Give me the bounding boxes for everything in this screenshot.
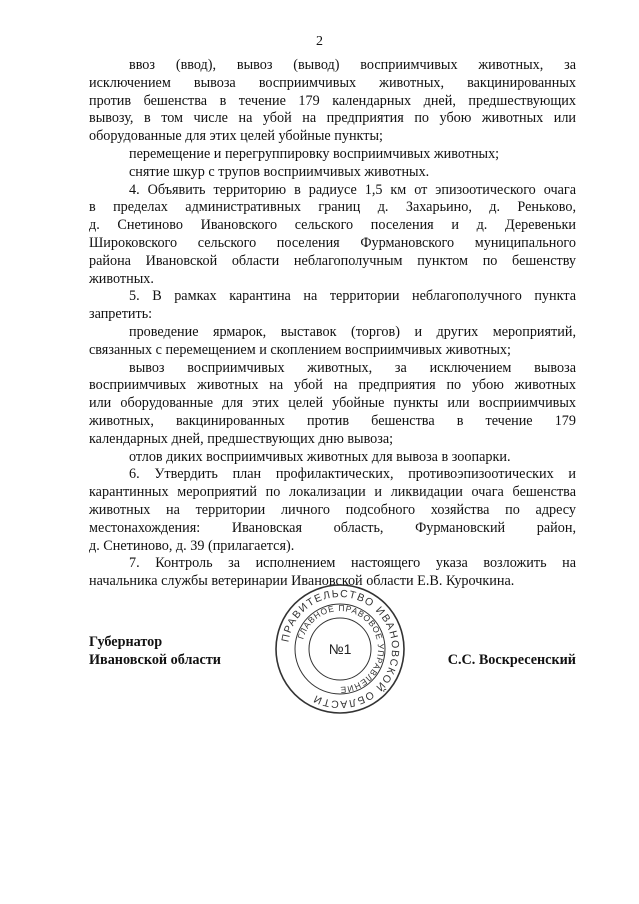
signature-name: С.С. Воскресенский [447, 652, 576, 668]
text-line: календарных дней, предшествующих дню вывоза; [89, 430, 394, 447]
text-line: 4. Объявить территорию в радиусе 1,5 км от эпизоотического очага [129, 181, 576, 198]
seal-outer-text: ПРАВИТЕЛЬСТВО ИВАНОВСКОЙ ОБЛАСТИ [279, 587, 402, 711]
text-line: животных. [89, 270, 154, 287]
text-line: снятие шкур с трупов восприимчивых животных. [129, 163, 430, 180]
text-line: вывозу, в том числе на убой на предприятия по убою животных или [89, 110, 576, 127]
text-line: ввоз (ввод), вывоз (вывод) восприимчивых животных, за [129, 57, 576, 73]
seal-inner-text: ГЛАВНОЕ ПРАВОВОЕ УПРАВЛЕНИЕ [295, 602, 387, 696]
text-line: района Ивановской области неблагополучным пунктом по бешенству [89, 252, 576, 269]
text-line: или оборудованные для этих целей убойные пункты или восприимчивых [89, 395, 576, 412]
text-line: 5. В рамках карантина на территории неблагополучного пункта [129, 288, 576, 305]
text-line: запретить: [89, 306, 153, 323]
text-line: проведение ярмарок, выставок (торгов) и других мероприятий, [129, 323, 576, 340]
text-line: местонахождения: Ивановская область, Фурмановский район, [89, 519, 576, 536]
text-line: карантинных мероприятий по локализации и ликвидации очага бешенства [89, 484, 576, 501]
text-line: 6. Утвердить план профилактических, противоэпизоотических и [129, 466, 576, 483]
text-line: в пределах административных границ д. Захарьино, д. Реньково, [89, 199, 576, 216]
text-line: оборудованные для этих целей убойные пункты; [89, 128, 383, 145]
text-line: Широковского сельского поселения Фурмановского муниципального [89, 234, 576, 251]
text-line: вывоз восприимчивых животных, за исключением вывоза [129, 359, 576, 376]
signature-title-line2: Ивановской области [89, 652, 221, 668]
text-line: перемещение и перегруппировку восприимчивых животных; [129, 145, 500, 162]
official-seal [273, 582, 407, 716]
text-line: начальника службы ветеринарии Ивановской области Е.В. Курочкина. [89, 573, 515, 590]
signature-title-line1: Губернатор [89, 634, 163, 650]
signature-title [89, 633, 221, 669]
text-line: животных, вакцинированных против бешенства в течение 179 [89, 412, 576, 429]
text-line: исключением вывоза восприимчивых животных, вакцинированных [89, 74, 576, 91]
seal-number: №1 [328, 641, 352, 657]
text-line: восприимчивых животных на убой на предприятия по убою животных [89, 377, 576, 394]
page-number: 2 [316, 34, 323, 49]
text-line: д. Снетиново, д. 39 (прилагается). [89, 537, 295, 554]
text-line: д. Снетиново Ивановского сельского поселения и д. Деревеньки [89, 217, 576, 234]
text-line: против бешенства в течение 179 календарных дней, предшествующих [89, 92, 576, 109]
document-body [89, 57, 576, 591]
text-line: отлов диких восприимчивых животных для вывоза в зоопарки. [129, 448, 511, 465]
text-line: животных на территории личного подсобного хозяйства по адресу [89, 501, 576, 518]
text-line: 7. Контроль за исполнением настоящего указа возложить на [129, 555, 576, 572]
text-line: связанных с перемещением и скоплением восприимчивых животных; [89, 341, 511, 358]
